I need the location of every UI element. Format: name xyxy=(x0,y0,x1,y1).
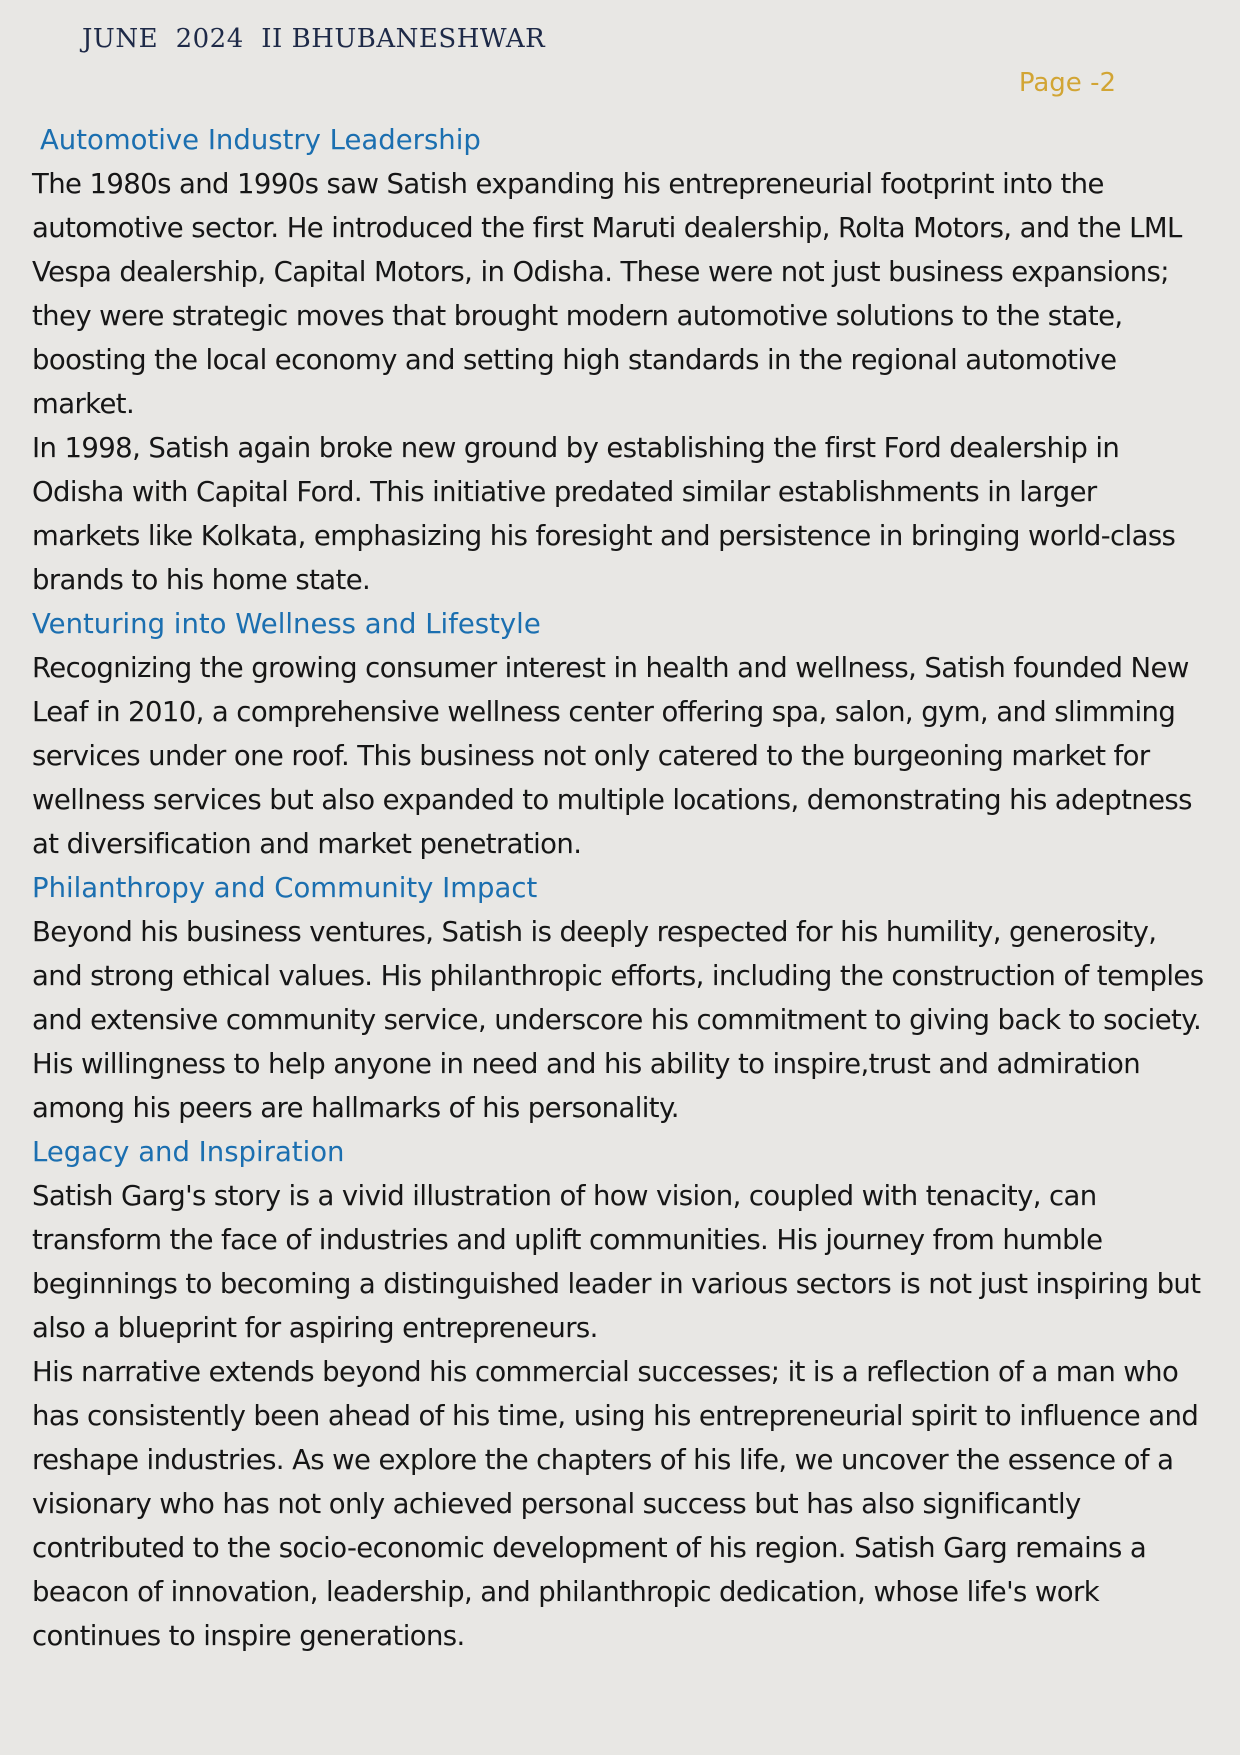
section-legacy xyxy=(32,1130,1208,1658)
paragraph: Recognizing the growing consumer interest in health and wellness, Satish founded New Leaf in 2010, a comprehensive wellness center offering spa, salon, gym, and slimming services under one roof. This business not only catered to the burgeoning market for wellness services but also expanded to multiple locations, demonstrating his adeptness at diversification and market penetration. xyxy=(32,652,1192,860)
article-body xyxy=(32,118,1208,1658)
paragraph: The 1980s and 1990s saw Satish expanding his entrepreneurial footprint into the automotive sector. He introduced the first Maruti dealership, Rolta Motors, and the LML Vespa dealership, Capital Motors, in Odisha. These were not just business expansions; they were strategic moves that brought modern automotive solutions to the state, boosting the local economy and setting high standards in the regional automotive market. xyxy=(32,168,1182,420)
paragraph: Satish Garg's story is a vivid illustration of how vision, coupled with tenacity, can transform the face of industries and uplift communities. His journey from humble beginnings to becoming a distinguished leader in various sectors is not just inspiring but also a blueprint for aspiring entrepreneurs. xyxy=(32,1180,1201,1344)
section-heading: Legacy and Inspiration xyxy=(32,1136,345,1168)
paragraph: In 1998, Satish again broke new ground by establishing the first Ford dealership in Odisha with Capital Ford. This initiative predated similar establishments in larger markets like Kolkata, emphasizing his foresight and persistence in bringing world-class brands to his home state. xyxy=(32,432,1176,596)
paragraph: His narrative extends beyond his commercial successes; it is a reflection of a man who has consistently been ahead of his time, using his entrepreneurial spirit to influence and reshape industries. As we explore the chapters of his life, we uncover the essence of a visionary who has not only achieved personal success but has also significantly contributed to the socio-economic development of his region. Satish Garg remains a beacon of innovation, leadership, and philanthropic dedication, whose life's work continues to inspire generations. xyxy=(32,1356,1199,1652)
page-dateline: JUNE 2024 II BHUBANESHWAR xyxy=(82,24,546,54)
section-heading: Venturing into Wellness and Lifestyle xyxy=(32,608,541,640)
section-heading: Philanthropy and Community Impact xyxy=(32,872,538,904)
section-heading: Automotive Industry Leadership xyxy=(40,124,481,156)
page-number: Page -2 xyxy=(1018,68,1116,98)
section-automotive xyxy=(32,118,1208,602)
section-philanthropy xyxy=(32,866,1208,1130)
paragraph: Beyond his business ventures, Satish is deeply respected for his humility, generosity, and strong ethical values. His philanthropic efforts, including the construction of temples and extensive community service, underscore his commitment to giving back to society. His willingness to help anyone in need and his ability to inspire,trust and admiration among his peers are hallmarks of his personality. xyxy=(32,916,1204,1124)
section-wellness xyxy=(32,602,1208,866)
